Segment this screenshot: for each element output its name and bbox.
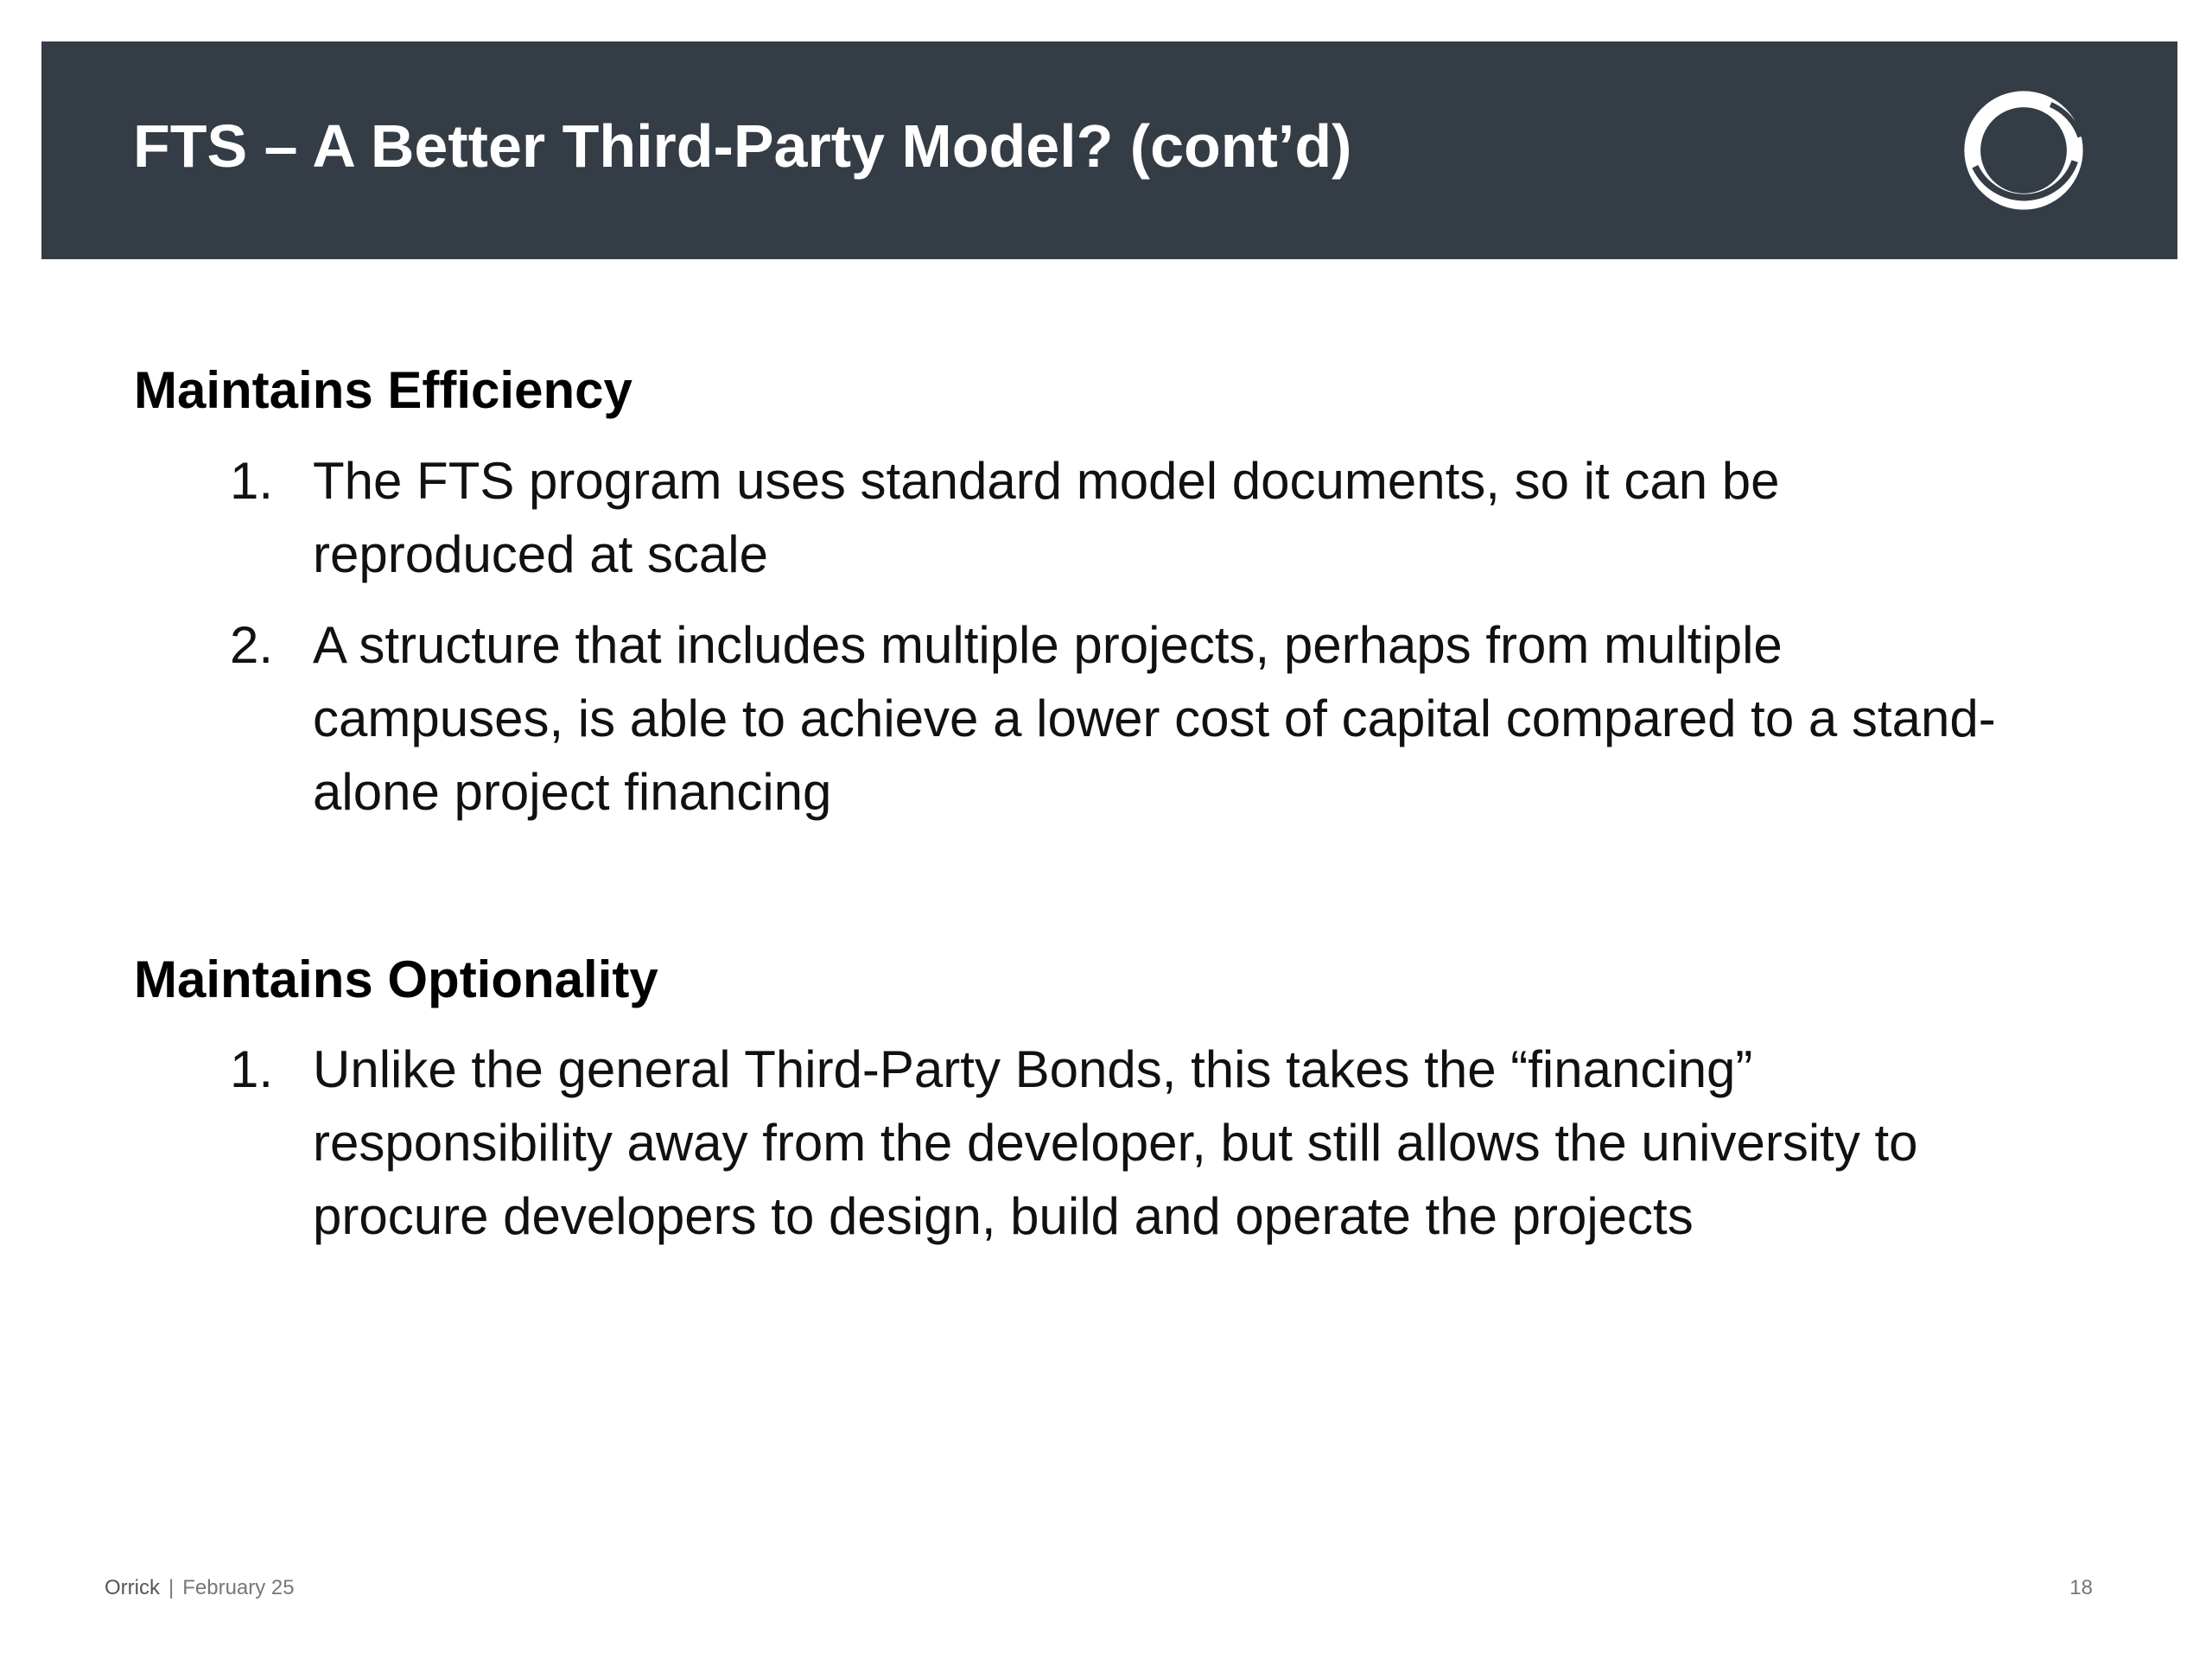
footer-date: February 25 xyxy=(182,1576,295,1599)
efficiency-list xyxy=(0,444,2006,829)
slide-title: FTS – A Better Third-Party Model? (cont’d) xyxy=(133,112,1352,180)
section-heading-optionality: Maintains Optionality xyxy=(134,950,658,1008)
list-item xyxy=(0,1033,2006,1253)
list-item-number: 1. xyxy=(230,1040,274,1098)
ring-logo-icon xyxy=(1956,83,2091,218)
list-item-text: Unlike the general Third-Party Bonds, this takes the “financing” responsibility away from the developer, but still allows the university to procure developers to design, build and operate the projects xyxy=(313,1040,1918,1245)
footer xyxy=(105,1576,295,1600)
list-item-text: A structure that includes multiple projects, perhaps from multiple campuses, is able to achieve a lower cost of capital compared to a stand-alone project financing xyxy=(313,616,1996,821)
list-item-number: 1. xyxy=(230,452,274,510)
list-item-text: The FTS program uses standard model documents, so it can be reproduced at scale xyxy=(313,452,1780,583)
page-number: 18 xyxy=(2069,1576,2093,1599)
footer-company: Orrick xyxy=(105,1576,160,1599)
footer-separator: | xyxy=(168,1576,175,1599)
list-item xyxy=(0,608,2006,829)
title-bar xyxy=(41,41,2177,259)
list-item xyxy=(0,444,2006,591)
optionality-list xyxy=(0,1033,2006,1253)
list-item-number: 2. xyxy=(230,616,274,674)
section-heading-efficiency: Maintains Efficiency xyxy=(134,361,632,419)
